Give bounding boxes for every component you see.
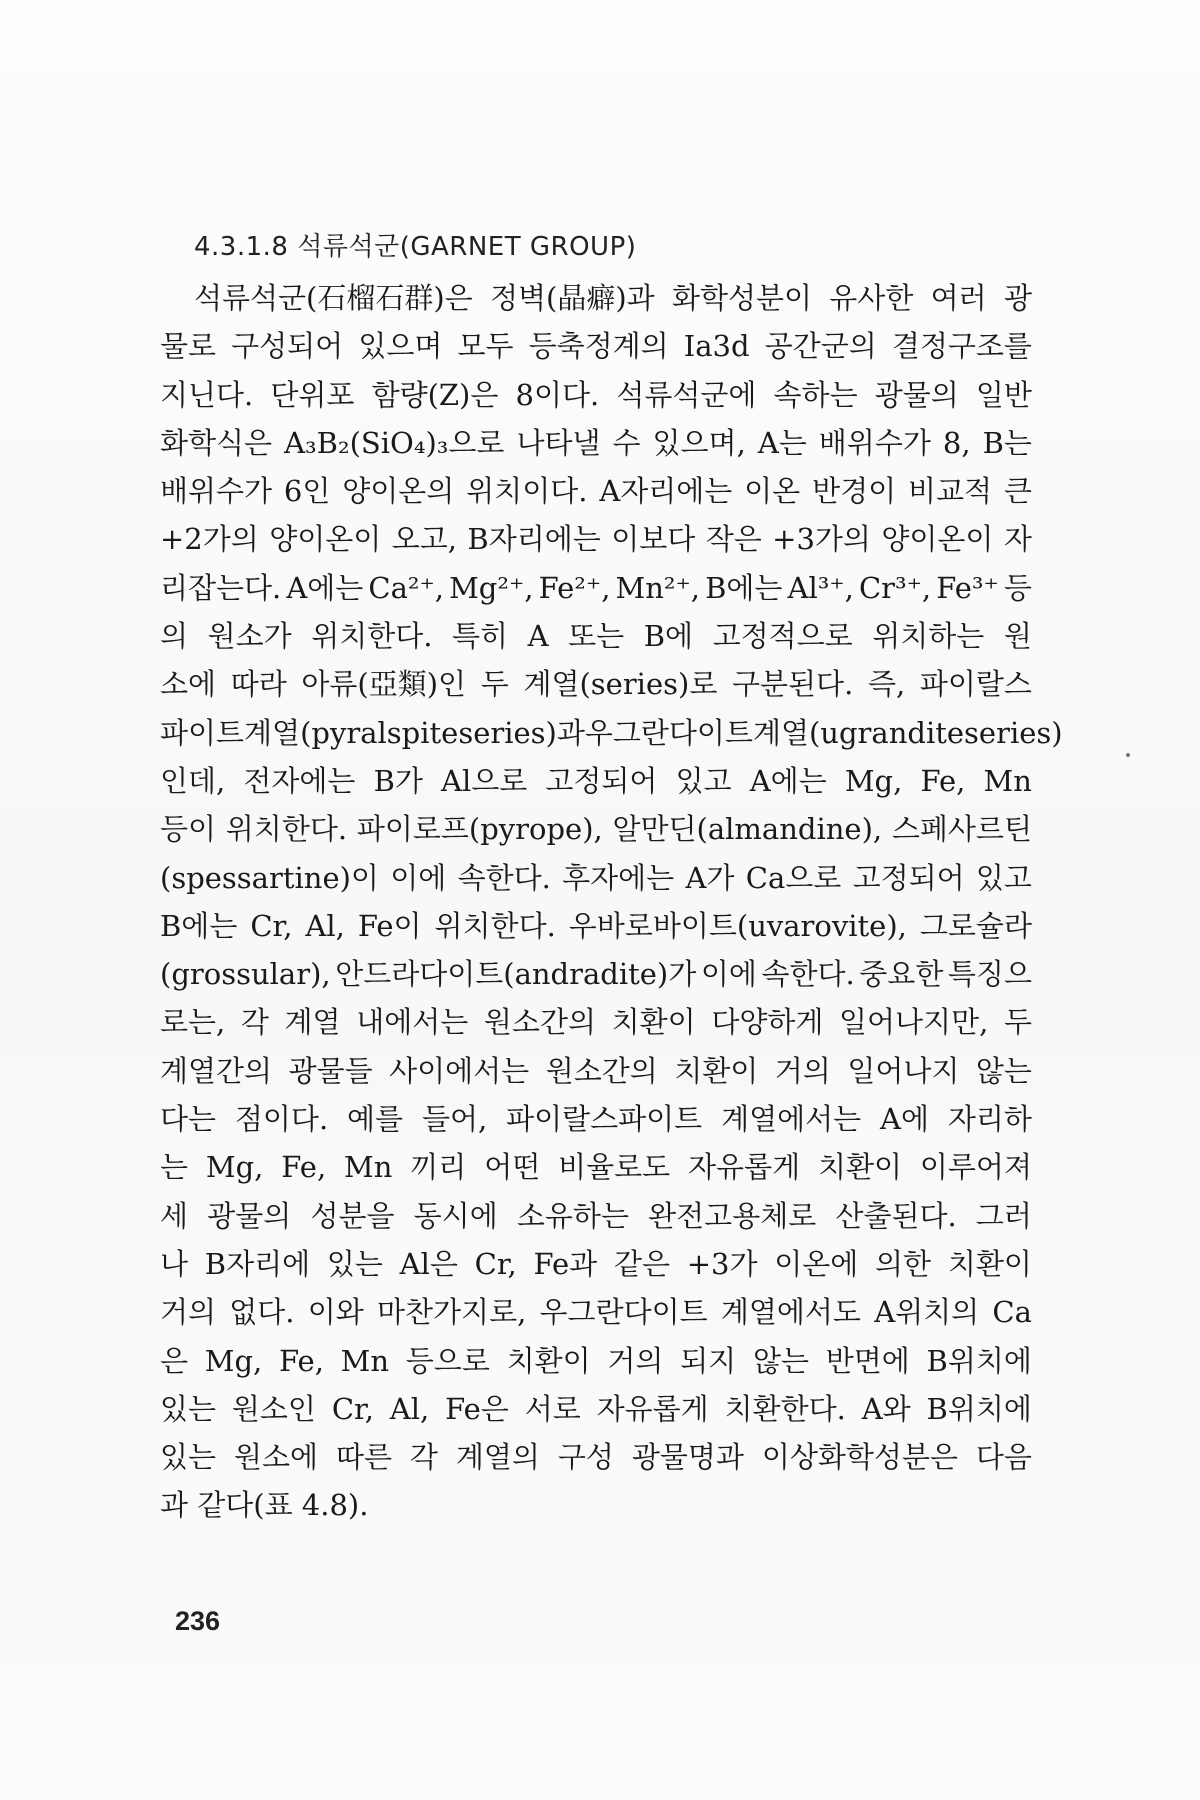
word: 함량(Z)은 — [371, 377, 499, 412]
word: 여러 — [930, 281, 987, 315]
word: B자리에는 — [467, 522, 601, 557]
word: 동시에 — [413, 1198, 498, 1233]
word: +2가의 — [160, 522, 259, 557]
word: 위치한다. — [225, 812, 348, 847]
word: 치환한다. — [724, 1391, 846, 1426]
word: 이온에 — [774, 1246, 859, 1281]
word: Fe이 — [357, 908, 422, 943]
paragraph-line — [160, 1143, 1032, 1191]
word: Mn — [340, 1343, 390, 1378]
word: B에는 — [160, 908, 238, 943]
paragraph-line — [160, 998, 1032, 1046]
word: 계열 — [284, 1005, 341, 1040]
word: 화학식은 — [160, 425, 273, 460]
word: 오고, — [391, 522, 457, 557]
word: +3가의 — [772, 522, 871, 557]
word: 같은 — [613, 1246, 670, 1281]
word: 없다. — [229, 1295, 295, 1330]
word: 일반 — [975, 377, 1032, 412]
word: 등으로 — [405, 1343, 490, 1378]
word: 속하는 — [773, 377, 858, 412]
word: Cr, — [474, 1246, 517, 1281]
word: B자리에 — [204, 1246, 311, 1281]
word: 스페사르틴 — [891, 812, 1032, 847]
word: 원소인 — [231, 1391, 316, 1426]
word: 큰 — [1003, 474, 1032, 509]
word: 끼리 — [410, 1150, 467, 1185]
word: series) — [964, 715, 1063, 750]
word: 위치하는 — [872, 619, 985, 654]
word: 있으며 — [358, 329, 443, 364]
word: Mg, — [204, 1343, 263, 1378]
word: 양이온이 — [269, 522, 382, 557]
paragraph-line — [160, 1288, 1032, 1336]
word: 다음 — [975, 1440, 1032, 1475]
paragraph-line — [160, 660, 1032, 708]
word: Fe³⁺ — [936, 570, 999, 605]
page-number: 236 — [175, 1606, 221, 1636]
paragraph-line — [160, 1337, 1032, 1385]
word: 위치한다. — [311, 619, 433, 654]
word: 석류석군에 — [616, 377, 757, 412]
word: 8, — [942, 425, 971, 460]
paragraph-line — [160, 371, 1032, 419]
word: 일어나지 — [847, 1053, 960, 1088]
word: 구성 — [557, 1440, 614, 1475]
word: 수 — [612, 425, 641, 460]
paragraph-line — [160, 1433, 1032, 1481]
word: 결정구조를 — [891, 329, 1032, 364]
word: Cr, — [331, 1391, 374, 1426]
word: Fe, — [279, 1343, 324, 1378]
word: A에는 — [286, 570, 364, 605]
word: Al으로 — [441, 763, 528, 798]
word: 원소가 — [207, 619, 292, 654]
word: 있으며, — [652, 425, 746, 460]
word: 나타낼 — [516, 425, 601, 460]
word: A₃B₂(SiO₄)₃으로 — [284, 425, 505, 460]
word: A — [527, 619, 549, 654]
word: 서로 — [524, 1391, 581, 1426]
word: B가 — [373, 763, 423, 798]
word: A가 — [685, 860, 735, 895]
word: 거의 — [774, 1053, 831, 1088]
word: 로는, — [160, 1005, 226, 1040]
word: Fe은 — [445, 1391, 509, 1426]
paragraph-line — [160, 902, 1032, 950]
word: 계열에서도 — [720, 1295, 861, 1330]
word: series)과 — [458, 715, 585, 750]
word: 각 — [240, 1005, 269, 1040]
word: 치환이 — [817, 1150, 903, 1185]
word: Al, — [305, 908, 345, 943]
word: Al, — [389, 1391, 430, 1426]
word: 계열의 — [455, 1440, 540, 1475]
word: 이온 — [744, 474, 801, 509]
paragraph-line — [160, 419, 1032, 467]
word: 속한다. — [457, 860, 551, 895]
word: 아류(亞類)인 — [301, 667, 467, 702]
body-paragraph — [160, 274, 1063, 1530]
word: 있는 — [160, 1440, 217, 1475]
word: 내에서는 — [356, 1005, 469, 1040]
word: 알만딘(almandine), — [612, 812, 883, 847]
word: 특히 — [452, 619, 509, 654]
word: 고정되어 — [852, 860, 965, 895]
word: 나 — [160, 1246, 189, 1281]
word: 이루어져 — [919, 1150, 1032, 1185]
word: 치환이 — [506, 1343, 591, 1378]
word: A와 — [861, 1391, 911, 1426]
word: 우그란다이트 — [584, 715, 753, 750]
paragraph-line — [160, 322, 1032, 370]
word: 지닌다. — [160, 377, 254, 412]
word: 전자에는 — [243, 763, 356, 798]
word: 그러 — [975, 1198, 1032, 1233]
paragraph-line — [160, 805, 1032, 853]
word: A위치의 — [874, 1295, 980, 1330]
word: 치환이 — [947, 1246, 1032, 1281]
word: 원소에 — [233, 1440, 319, 1475]
word: (grossular), — [160, 957, 331, 992]
word: 계열간의 — [160, 1053, 273, 1088]
word: 두 — [1003, 1005, 1032, 1040]
word: Fe, — [920, 763, 966, 798]
word: B에 — [643, 619, 694, 654]
word: 않는 — [752, 1343, 809, 1378]
word: 이에 — [700, 957, 757, 992]
word: 자 — [1003, 522, 1032, 557]
word: 그로슐라 — [919, 908, 1032, 943]
word: Al³⁺, — [787, 570, 854, 605]
word: Ca²⁺, — [368, 570, 445, 605]
word: A에 — [880, 1102, 929, 1137]
word: 이상화학성분은 — [761, 1440, 958, 1475]
word: 원소간의 — [545, 1053, 658, 1088]
word: Fe, — [281, 1150, 327, 1185]
word: 점이다. — [234, 1102, 329, 1137]
paragraph-line: 과 같다(표 4.8). — [160, 1488, 369, 1523]
word: Mn²⁺, — [615, 570, 701, 605]
word: Cr³⁺, — [858, 570, 932, 605]
word: 파이랄스파이트 — [506, 1102, 703, 1137]
word: 구성되어 — [231, 329, 344, 364]
word: 자유롭게 — [688, 1150, 801, 1185]
word: 들어, — [421, 1102, 488, 1137]
word: 모두 — [457, 329, 514, 364]
word: 거의 — [160, 1295, 217, 1330]
word: +3가 — [686, 1246, 758, 1281]
word: 등이 — [160, 812, 217, 847]
word: 비교적 — [907, 474, 993, 509]
word: 광물명과 — [631, 1440, 744, 1475]
word: 양이온의 — [342, 474, 455, 509]
paragraph-line — [160, 564, 1032, 612]
word: 의 — [160, 619, 189, 654]
word: Ca — [992, 1295, 1032, 1330]
word: 유사한 — [829, 281, 914, 315]
word: 되지 — [680, 1343, 737, 1378]
word: 우그란다이트 — [539, 1295, 708, 1330]
word: 계열(series)로 — [523, 667, 718, 702]
word: 자리하 — [947, 1102, 1032, 1137]
word: 원 — [1003, 619, 1032, 654]
word: 다는 — [160, 1102, 217, 1137]
word: 성분을 — [310, 1198, 395, 1233]
word: 각 — [409, 1440, 438, 1475]
paragraph-line — [160, 1385, 1032, 1433]
word: 있는 — [326, 1246, 383, 1281]
word: 속한다. — [761, 957, 855, 992]
word: Cr, — [250, 908, 293, 943]
word: Al은 — [399, 1246, 458, 1281]
word: 구분된다. — [732, 667, 854, 702]
word: 양이온이 — [881, 522, 994, 557]
word: 또는 — [568, 619, 625, 654]
word: B에는 — [705, 570, 783, 605]
paragraph-line — [160, 709, 1063, 757]
word: 있고 — [975, 860, 1032, 895]
word: Mg, — [844, 763, 903, 798]
paragraph-line — [160, 1047, 1032, 1095]
word: 화학성분이 — [671, 281, 813, 315]
word: 우바로바이트(uvarovite), — [568, 908, 907, 943]
word: 소에 — [160, 667, 217, 702]
word: 파이랄스 — [919, 667, 1032, 702]
word: 공간군의 — [764, 329, 877, 364]
word: 등축정계의 — [528, 329, 669, 364]
paragraph-line — [160, 1095, 1032, 1143]
word: 계열(pyralspite — [244, 715, 459, 750]
paragraph-line — [160, 1240, 1032, 1288]
word: 반면에 — [825, 1343, 910, 1378]
word: 배위수가 — [160, 474, 273, 509]
word: Fe²⁺, — [538, 570, 611, 605]
word: 고정되어 — [545, 763, 658, 798]
word: 6인 — [283, 474, 331, 509]
word: 일어나지만, — [839, 1005, 989, 1040]
word: 다양하게 — [711, 1005, 824, 1040]
word: 따라 — [230, 667, 287, 702]
word: 광물의 — [207, 1198, 292, 1233]
word: A는 — [757, 425, 807, 460]
word: 즉, — [867, 667, 906, 702]
word: 파이로프(pyrope), — [356, 812, 603, 847]
word: Mn — [344, 1150, 393, 1185]
word: 예를 — [347, 1102, 404, 1137]
word: 치환이 — [611, 1005, 696, 1040]
word: Mn — [983, 763, 1032, 798]
word: 후자에는 — [562, 860, 675, 895]
word: (spessartine)이 — [160, 860, 379, 895]
word: 배위수가 — [818, 425, 931, 460]
word: 이보다 — [611, 522, 696, 557]
word: 광물들 — [288, 1053, 373, 1088]
word: 이에 — [390, 860, 447, 895]
word: Mg²⁺, — [449, 570, 534, 605]
word: 비율로도 — [558, 1150, 671, 1185]
word: Mg, — [205, 1150, 264, 1185]
word: 산출된다. — [835, 1198, 957, 1233]
word: 중요한 — [859, 957, 944, 992]
word: 계열(ugrandite — [752, 715, 965, 750]
word: 의한 — [875, 1246, 932, 1281]
word: 어떤 — [484, 1150, 541, 1185]
word: 광 — [1003, 281, 1032, 315]
paragraph-line — [160, 515, 1032, 563]
paragraph-line — [160, 274, 1032, 322]
word: 위치이다. — [466, 474, 588, 509]
word: 완전고용체로 — [648, 1198, 817, 1233]
word: 등 — [1003, 570, 1032, 605]
word: B위치에 — [926, 1391, 1032, 1426]
word: Ca으로 — [745, 860, 842, 895]
word: 광물의 — [874, 377, 959, 412]
word: 소유하는 — [516, 1198, 629, 1233]
word: 이와 — [307, 1295, 364, 1330]
word: 세 — [160, 1198, 189, 1233]
paragraph-line — [160, 950, 1032, 998]
word: 은 — [160, 1343, 189, 1378]
paragraph-line — [160, 467, 1032, 515]
word: 있는 — [160, 1391, 217, 1426]
word: 않는 — [975, 1053, 1032, 1088]
word: B는 — [982, 425, 1032, 460]
section-heading: 4.3.1.8 석류석군(GARNET GROUP) — [194, 232, 637, 262]
paragraph-line — [160, 757, 1032, 805]
word: 리잡는다. — [160, 570, 282, 605]
word: 원소간의 — [483, 1005, 596, 1040]
paragraph-line — [160, 1192, 1032, 1240]
word: 작은 — [705, 522, 762, 557]
word: 고정적으로 — [712, 619, 853, 654]
word: 안드라다이트(andradite)가 — [335, 957, 697, 992]
word: 물로 — [160, 329, 217, 364]
word: 단위포 — [270, 377, 355, 412]
word: 위치한다. — [434, 908, 556, 943]
word: Ia3d — [683, 329, 750, 364]
word: 8이다. — [515, 377, 600, 412]
word: 계열에서는 — [721, 1102, 862, 1137]
word: 인데, — [160, 763, 226, 798]
word: A자리에는 — [599, 474, 733, 509]
word: A에는 — [749, 763, 827, 798]
word: 석류석군(石榴石群)은 — [194, 281, 473, 315]
paragraph-line — [160, 612, 1032, 660]
word: 치환이 — [674, 1053, 759, 1088]
word: 자유롭게 — [596, 1391, 709, 1426]
word: 특징으 — [947, 957, 1032, 992]
word: B위치에 — [926, 1343, 1032, 1378]
word: Fe과 — [533, 1246, 598, 1281]
margin-speck — [1126, 753, 1130, 757]
word: 거의 — [607, 1343, 664, 1378]
word: 있고 — [675, 763, 732, 798]
word: 는 — [160, 1150, 189, 1185]
word: 반경이 — [812, 474, 897, 509]
word: 따른 — [335, 1440, 392, 1475]
word: 정벽(晶癖)과 — [489, 281, 655, 315]
paragraph-line — [160, 854, 1032, 902]
word: 사이에서는 — [389, 1053, 530, 1088]
word: 마찬가지로, — [377, 1295, 527, 1330]
word: 파이트 — [160, 715, 245, 750]
word: 두 — [480, 667, 509, 702]
